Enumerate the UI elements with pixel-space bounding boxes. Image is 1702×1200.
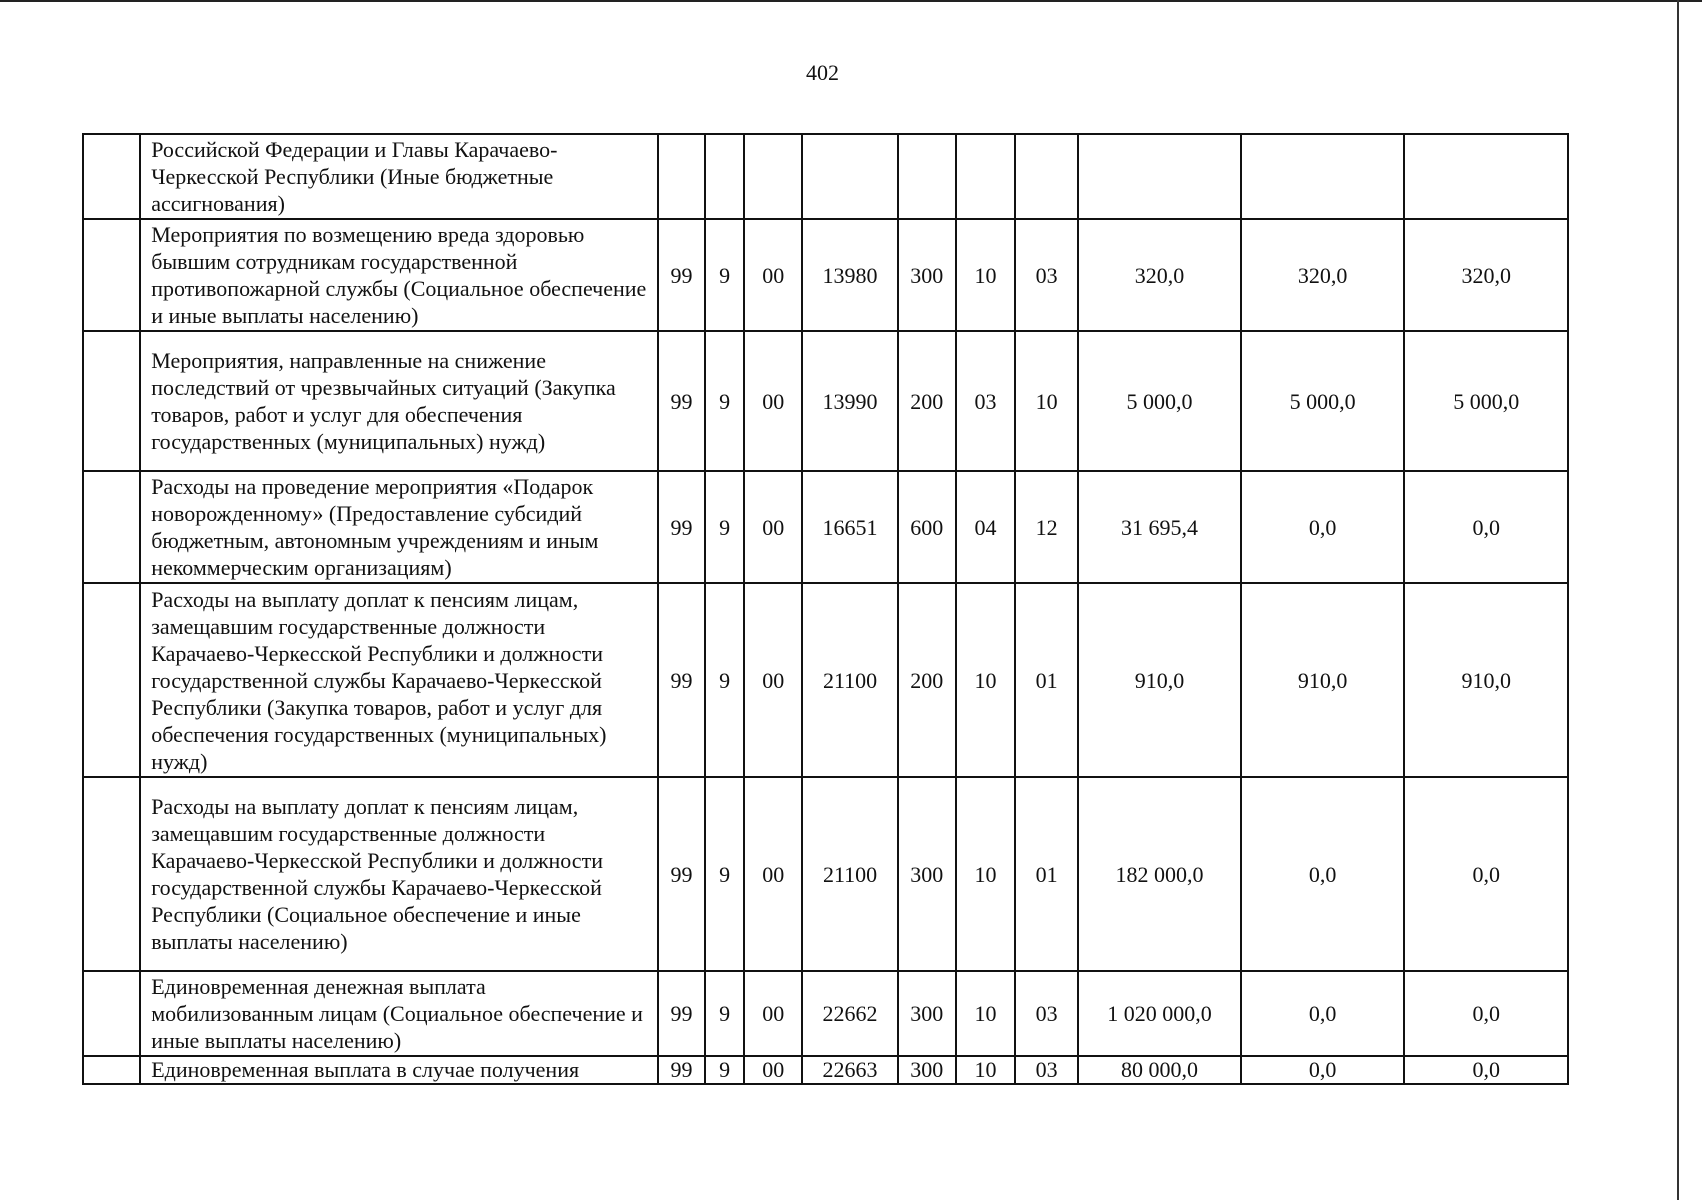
code-cell: 01 bbox=[1015, 583, 1078, 777]
code-cell: 13990 bbox=[802, 331, 897, 471]
code-cell: 03 bbox=[1015, 1056, 1078, 1084]
code-cell: 9 bbox=[705, 777, 744, 971]
code-cell: 12 bbox=[1015, 471, 1078, 583]
code-cell bbox=[802, 134, 897, 219]
amount-cell: 910,0 bbox=[1078, 583, 1241, 777]
amount-cell: 182 000,0 bbox=[1078, 777, 1241, 971]
code-cell: 03 bbox=[956, 331, 1015, 471]
amount-cell bbox=[1404, 134, 1568, 219]
code-cell: 03 bbox=[1015, 219, 1078, 331]
code-cell: 13980 bbox=[802, 219, 897, 331]
code-cell: 200 bbox=[898, 331, 956, 471]
code-cell: 99 bbox=[658, 471, 705, 583]
row-index-cell bbox=[83, 583, 140, 777]
amount-cell: 320,0 bbox=[1404, 219, 1568, 331]
code-cell: 00 bbox=[744, 971, 802, 1056]
code-cell: 9 bbox=[705, 971, 744, 1056]
code-cell: 99 bbox=[658, 219, 705, 331]
code-cell: 00 bbox=[744, 777, 802, 971]
description-cell: Мероприятия, направленные на снижение последствий от чрезвычайных ситуаций (Закупка товаров, работ и услуг для обеспечения государственных (муниципальных) нужд) bbox=[140, 331, 658, 471]
table-row bbox=[83, 331, 1568, 471]
amount-cell: 80 000,0 bbox=[1078, 1056, 1241, 1084]
page-number: 402 bbox=[806, 60, 839, 85]
amount-cell: 0,0 bbox=[1404, 777, 1568, 971]
table-row bbox=[83, 1056, 1568, 1084]
scan-edge-top bbox=[0, 0, 1702, 2]
amount-cell: 0,0 bbox=[1241, 1056, 1405, 1084]
code-cell: 10 bbox=[956, 777, 1015, 971]
amount-cell: 0,0 bbox=[1404, 1056, 1568, 1084]
code-cell: 10 bbox=[956, 1056, 1015, 1084]
code-cell: 01 bbox=[1015, 777, 1078, 971]
description-cell: Единовременная денежная выплата мобилизованным лицам (Социальное обеспечение и иные выплаты населению) bbox=[140, 971, 658, 1056]
code-cell bbox=[956, 134, 1015, 219]
row-index-cell bbox=[83, 219, 140, 331]
code-cell: 00 bbox=[744, 1056, 802, 1084]
code-cell: 300 bbox=[898, 777, 956, 971]
code-cell: 00 bbox=[744, 219, 802, 331]
code-cell bbox=[1015, 134, 1078, 219]
code-cell bbox=[744, 134, 802, 219]
code-cell: 9 bbox=[705, 471, 744, 583]
code-cell: 04 bbox=[956, 471, 1015, 583]
amount-cell bbox=[1241, 134, 1405, 219]
amount-cell: 0,0 bbox=[1241, 471, 1405, 583]
description-cell: Российской Федерации и Главы Карачаево-Черкесской Республики (Иные бюджетные ассигнования) bbox=[140, 134, 658, 219]
code-cell: 99 bbox=[658, 331, 705, 471]
code-cell: 600 bbox=[898, 471, 956, 583]
amount-cell: 910,0 bbox=[1404, 583, 1568, 777]
description-cell: Расходы на проведение мероприятия «Подарок новорожденному» (Предоставление субсидий бюджетным, автономным учреждениям и иным некоммерческим организациям) bbox=[140, 471, 658, 583]
code-cell: 300 bbox=[898, 219, 956, 331]
row-index-cell bbox=[83, 971, 140, 1056]
amount-cell: 910,0 bbox=[1241, 583, 1405, 777]
table-row bbox=[83, 471, 1568, 583]
table-row bbox=[83, 134, 1568, 219]
code-cell: 99 bbox=[658, 777, 705, 971]
code-cell: 99 bbox=[658, 971, 705, 1056]
amount-cell: 5 000,0 bbox=[1241, 331, 1405, 471]
amount-cell: 5 000,0 bbox=[1404, 331, 1568, 471]
code-cell: 200 bbox=[898, 583, 956, 777]
budget-table bbox=[82, 133, 1569, 1085]
code-cell: 9 bbox=[705, 583, 744, 777]
code-cell: 00 bbox=[744, 331, 802, 471]
code-cell: 21100 bbox=[802, 777, 897, 971]
code-cell: 300 bbox=[898, 1056, 956, 1084]
code-cell: 300 bbox=[898, 971, 956, 1056]
description-cell: Расходы на выплату доплат к пенсиям лицам, замещавшим государственные должности Карачаево-Черкесской Республики и должности государственной службы Карачаево-Черкесской Республики (Закупка товаров, работ и услуг для обеспечения государственных (муниципальных) нужд) bbox=[140, 583, 658, 777]
code-cell: 10 bbox=[956, 971, 1015, 1056]
amount-cell: 0,0 bbox=[1241, 777, 1405, 971]
code-cell: 9 bbox=[705, 331, 744, 471]
code-cell: 10 bbox=[956, 583, 1015, 777]
row-index-cell bbox=[83, 777, 140, 971]
code-cell: 10 bbox=[1015, 331, 1078, 471]
row-index-cell bbox=[83, 1056, 140, 1084]
row-index-cell bbox=[83, 331, 140, 471]
amount-cell: 0,0 bbox=[1404, 471, 1568, 583]
code-cell: 99 bbox=[658, 583, 705, 777]
code-cell: 99 bbox=[658, 1056, 705, 1084]
code-cell: 22663 bbox=[802, 1056, 897, 1084]
table-row bbox=[83, 971, 1568, 1056]
code-cell bbox=[658, 134, 705, 219]
scan-edge-right bbox=[1677, 0, 1679, 1200]
code-cell bbox=[705, 134, 744, 219]
amount-cell: 1 020 000,0 bbox=[1078, 971, 1241, 1056]
description-cell: Единовременная выплата в случае получения bbox=[140, 1056, 658, 1084]
amount-cell: 5 000,0 bbox=[1078, 331, 1241, 471]
row-index-cell bbox=[83, 134, 140, 219]
description-cell: Расходы на выплату доплат к пенсиям лицам, замещавшим государственные должности Карачаево-Черкесской Республики и должности государственной службы Карачаево-Черкесской Республики (Социальное обеспечение и иные выплаты населению) bbox=[140, 777, 658, 971]
code-cell: 10 bbox=[956, 219, 1015, 331]
code-cell: 22662 bbox=[802, 971, 897, 1056]
code-cell bbox=[898, 134, 956, 219]
code-cell: 21100 bbox=[802, 583, 897, 777]
amount-cell: 0,0 bbox=[1241, 971, 1405, 1056]
table-row bbox=[83, 777, 1568, 971]
code-cell: 00 bbox=[744, 583, 802, 777]
code-cell: 03 bbox=[1015, 971, 1078, 1056]
amount-cell: 31 695,4 bbox=[1078, 471, 1241, 583]
code-cell: 9 bbox=[705, 1056, 744, 1084]
code-cell: 9 bbox=[705, 219, 744, 331]
code-cell: 16651 bbox=[802, 471, 897, 583]
table-row bbox=[83, 219, 1568, 331]
amount-cell: 0,0 bbox=[1404, 971, 1568, 1056]
amount-cell bbox=[1078, 134, 1241, 219]
amount-cell: 320,0 bbox=[1241, 219, 1405, 331]
description-cell: Мероприятия по возмещению вреда здоровью бывшим сотрудникам государственной противопожарной службы (Социальное обеспечение и иные выплаты населению) bbox=[140, 219, 658, 331]
amount-cell: 320,0 bbox=[1078, 219, 1241, 331]
table-row bbox=[83, 583, 1568, 777]
row-index-cell bbox=[83, 471, 140, 583]
code-cell: 00 bbox=[744, 471, 802, 583]
